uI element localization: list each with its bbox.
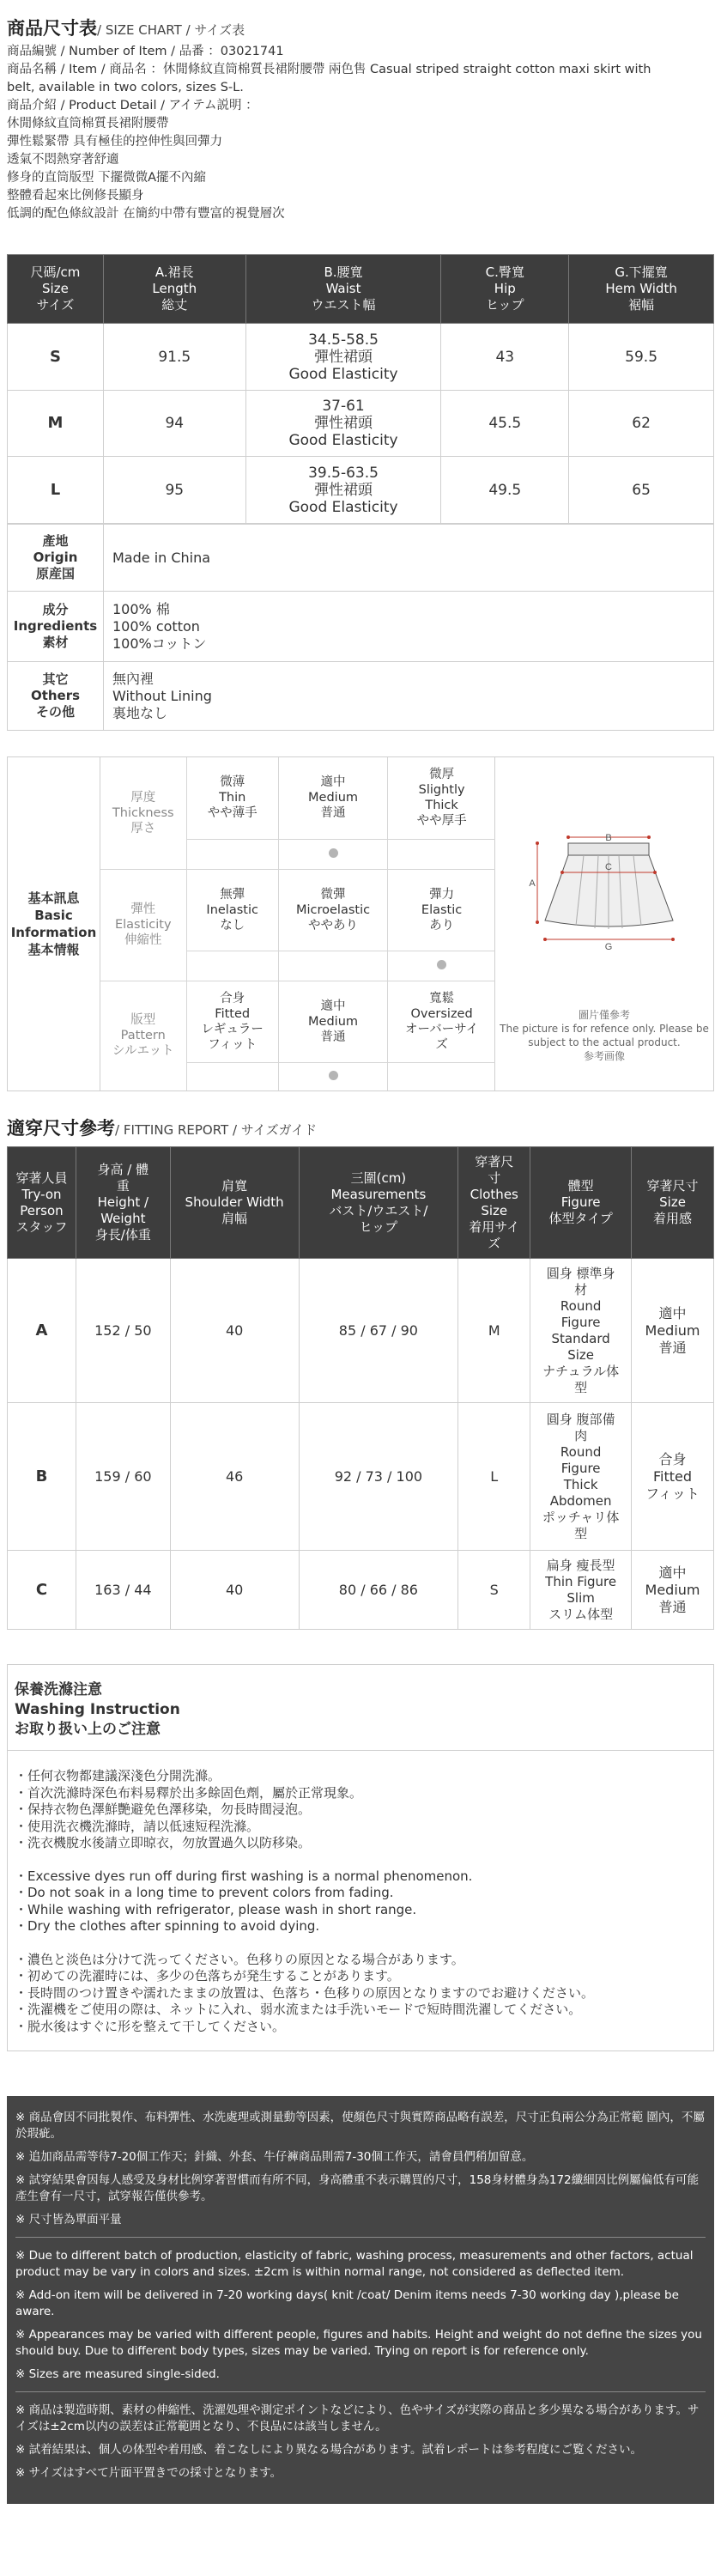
option-mark-cell	[388, 951, 495, 981]
hip-cell: 49.5	[441, 457, 569, 524]
col-figure: 體型 Figure 体型タイプ	[530, 1147, 632, 1259]
care-line: ・While washing with refrigerator, please wash in short range.	[15, 1901, 417, 1917]
care-line: ・洗衣機脫水後請立即晾衣，勿放置過久以防移染。	[15, 1835, 312, 1850]
note-line: ※ サイズはすべて片面平置きでの採寸となります。	[15, 2466, 282, 2480]
option-mark-cell	[388, 1062, 495, 1091]
item-name: 商品名稱 / Item / 商品名 ：休閒條紋直筒棉質長裙附腰帶 兩色售 Casual striped straight cotton maxi skirt with	[7, 63, 651, 76]
thickness-label: 厚度 Thickness 厚さ	[100, 757, 186, 869]
hip-cell: 45.5	[441, 391, 569, 457]
fit-cell: 適中 Medium 普通	[632, 1259, 714, 1403]
origin-value: Made in China	[104, 525, 714, 592]
others-label: 其它 Others その他	[8, 662, 104, 731]
care-line: ・使用洗衣機洗滌時，請以低速短程洗滌。	[15, 1818, 260, 1834]
length-cell: 95	[103, 457, 245, 524]
option-mark-cell	[278, 951, 387, 981]
detail-line: 低調的配色條紋設計 在簡約中帶有豐富的視覺層次	[7, 207, 285, 221]
table-row	[8, 1551, 714, 1630]
size-cell: L	[458, 1403, 530, 1551]
table-row	[8, 324, 714, 391]
detail-label: 商品介紹 / Product Detail / アイテム説明 ：	[7, 99, 258, 112]
info-row	[8, 592, 714, 662]
pattern-option: 寬鬆 Oversized オーバーサイ ズ	[388, 981, 495, 1062]
hw-cell: 163 / 44	[76, 1551, 170, 1630]
fitting-title: 適穿尺寸參考/ FITTING REPORT / サイズガイド	[7, 1118, 318, 1139]
skirt-diagram-area	[495, 757, 713, 1091]
selected-dot-icon	[437, 960, 446, 969]
option-mark-cell	[186, 951, 278, 981]
care-line: ・初めての洗濯時には、多少の色落ちが発生することがあります。	[15, 1968, 400, 1984]
care-line: ・Dry the clothes after spinning to avoid dying.	[15, 1918, 320, 1934]
care-line: ・Excessive dyes run off during first washing is a normal phenomenon.	[15, 1868, 473, 1884]
product-lines	[7, 43, 714, 223]
table-row	[8, 457, 714, 524]
care-line: ・Do not soak in a long time to prevent colors from fading.	[15, 1885, 394, 1900]
thickness-option: 適中 Medium 普通	[278, 757, 387, 839]
detail-line: 修身的直筒版型 下擺微微A擺不內縮	[7, 171, 207, 185]
care-line: ・首次洗滌時深色布料易釋於出多餘固色劑，屬於正常現象。	[15, 1784, 363, 1801]
thickness-option: 微厚 Slightly Thick やや厚手	[388, 757, 495, 839]
basic-info-grid	[100, 757, 495, 1091]
care-line: ・濃色と淡色は分けて洗ってください。色移りの原因となる場合があります。	[15, 1951, 464, 1967]
note-line: ※ Due to different batch of production, elasticity of fabric, washing process, measurements and other factors, actual product may be vary in colors and sizes. ±2cm is within normal range, not considered as deflected item.	[15, 2249, 694, 2279]
col-person: 穿著人員 Try-on Person スタッフ	[8, 1147, 76, 1259]
thickness-option: 微薄 Thin やや薄手	[186, 757, 278, 839]
note-line: ※ 商品會因不同批製作、布料彈性、水洗處理或測量動等因素，使顏色尺寸與實際商品略有誤差，尺寸正負兩公分為正常範 圍內，不屬於瑕疵。	[15, 2111, 705, 2141]
skirt-diagram	[495, 757, 713, 1006]
meas-cell: 92 / 73 / 100	[299, 1403, 458, 1551]
meas-cell: 85 / 67 / 90	[299, 1259, 458, 1403]
header-block	[7, 15, 714, 254]
diagram-label-c: C	[605, 862, 612, 872]
product-info-table	[7, 524, 714, 731]
elasticity-label: 彈性 Elasticity 伸縮性	[100, 869, 186, 981]
care-line: ・任何衣物都建議深淺色分開洗滌。	[15, 1768, 221, 1783]
care-line: ・脱水後はすぐに形を整えて干してください。	[15, 2018, 286, 2034]
figure-cell: 扁身 瘦長型 Thin Figure Slim スリム体型	[530, 1551, 632, 1630]
note-line: ※ 試穿結果會因每人感受及身材比例穿著習慣而有所不同，身高體重不表示購買的尺寸，158身材體身為172纖細因比例屬偏低有可能產生會有一尺寸，試穿報告僅供參考。	[15, 2173, 700, 2203]
col-length: A.裙長 Length 総丈	[103, 255, 245, 324]
col-waist: B.腰寬 Waist ウエスト幅	[245, 255, 441, 324]
fit-cell: 適中 Medium 普通	[632, 1551, 714, 1630]
shoulder-cell: 40	[170, 1551, 299, 1630]
waist-cell: 34.5-58.5 彈性裙頭 Good Elasticity	[245, 324, 441, 391]
size-cell: S	[8, 324, 104, 391]
page-title: 商品尺寸表/ SIZE CHART / サイズ表	[7, 18, 245, 39]
care-panel	[7, 1664, 714, 2051]
person-cell: B	[8, 1403, 76, 1551]
info-row	[8, 525, 714, 592]
waist-cell: 39.5-63.5 彈性裙頭 Good Elasticity	[245, 457, 441, 524]
detail-line: 透氣不悶熱穿著舒適	[7, 153, 119, 167]
note-line: ※ 商品は製造時期、素材の伸縮性、洗濯処理や測定ポイントなどにより、色やサイズが実際の商品と多少異なる場合があります。サイズは±2cm以内の誤差は正常範囲となり、不良品には該当しません。	[15, 2403, 700, 2433]
note-line: ※ Appearances may be varied with different people, figures and habits. Height and weight do not define the sizes you should buy. Due to different body types, sizes may be varied. Trying on report is for reference only.	[15, 2328, 702, 2358]
pattern-option: 合身 Fitted レギュラー フィット	[186, 981, 278, 1062]
selected-dot-icon	[329, 848, 338, 858]
origin-label: 產地 Origin 原産国	[8, 525, 104, 592]
hem-cell: 59.5	[569, 324, 714, 391]
size-cell: S	[458, 1551, 530, 1630]
detail-line: 休閒條紋直筒棉質長裙附腰帶	[7, 117, 169, 131]
option-mark-cell	[186, 1062, 278, 1091]
hem-cell: 65	[569, 457, 714, 524]
hw-cell: 152 / 50	[76, 1259, 170, 1403]
col-clothes-size: 穿著尺 寸 Clothes Size 着用サイ ズ	[458, 1147, 530, 1259]
care-body	[8, 1751, 713, 2050]
option-mark-cell	[186, 839, 278, 869]
col-hem: G.下擺寬 Hem Width 裾幅	[569, 255, 714, 324]
meas-cell: 80 / 66 / 86	[299, 1551, 458, 1630]
diagram-label-g: G	[604, 942, 613, 952]
info-row	[8, 662, 714, 731]
diagram-label-b: B	[605, 833, 612, 843]
diagram-caption: 圖片僅參考 The picture is for refence only. Please be subject to the actual product. 参考画像	[500, 1009, 709, 1062]
note-line: ※ 追加商品需等待7-20個工作天；針織、外套、牛仔褲商品則需7-30個工作天，請會員們稍加留意。	[15, 2150, 534, 2164]
waist-cell: 37-61 彈性裙頭 Good Elasticity	[245, 391, 441, 457]
ingredients-label: 成分 Ingredients 素材	[8, 592, 104, 662]
ingredients-value: 100% 棉 100% cotton 100%コットン	[104, 592, 714, 662]
shoulder-cell: 46	[170, 1403, 299, 1551]
detail-line: 彈性鬆緊帶 具有極佳的控伸性與回彈力	[7, 135, 223, 149]
col-measurements: 三圍(cm) Measurements バスト/ウエスト/ ヒップ	[299, 1147, 458, 1259]
col-fit: 穿著尺寸 Size 着用感	[632, 1147, 714, 1259]
table-row	[8, 391, 714, 457]
option-mark-cell	[278, 839, 387, 869]
pattern-label: 版型 Pattern シルエット	[100, 981, 186, 1091]
option-mark-cell	[278, 1062, 387, 1091]
basic-info-label: 基本訊息 Basic Information 基本情報	[8, 757, 100, 1091]
detail-line: 整體看起來比例修長顯身	[7, 189, 144, 203]
size-cell: M	[458, 1259, 530, 1403]
selected-dot-icon	[329, 1071, 338, 1080]
hw-cell: 159 / 60	[76, 1403, 170, 1551]
care-line: ・長時間のつけ置きや濡れたままの放置は、色落ち・色移りの原因となりますのでお避けください。	[15, 1984, 595, 2001]
option-mark-cell	[388, 839, 495, 869]
basic-info-panel	[7, 756, 714, 1091]
size-cell: L	[8, 457, 104, 524]
col-shoulder: 肩寬 Shoulder Width 肩幅	[170, 1147, 299, 1259]
item-name-cont: belt, available in two colors, sizes S-L.	[7, 81, 244, 94]
person-cell: A	[8, 1259, 76, 1403]
care-line: ・洗濯機をご使用の際は、ネットに入れ、弱水流または手洗いモードで短時間洗濯してください。	[15, 2002, 582, 2017]
col-size: 尺碼/cm Size サイズ	[8, 255, 104, 324]
length-cell: 94	[103, 391, 245, 457]
note-line: ※ 尺寸皆為單面平量	[15, 2213, 122, 2227]
shoulder-cell: 40	[170, 1259, 299, 1403]
pattern-option: 適中 Medium 普通	[278, 981, 387, 1062]
person-cell: C	[8, 1551, 76, 1630]
hem-cell: 62	[569, 391, 714, 457]
size-table	[7, 254, 714, 524]
hip-cell: 43	[441, 324, 569, 391]
col-hip: C.臀寬 Hip ヒップ	[441, 255, 569, 324]
figure-cell: 圓身 標準身 材 Round Figure Standard Size ナチュラル体 型	[530, 1259, 632, 1403]
diagram-label-a: A	[529, 878, 536, 889]
length-cell: 91.5	[103, 324, 245, 391]
item-number: 商品編號 / Number of Item / 品番 ：03021741	[7, 45, 284, 58]
elasticity-option: 彈力 Elastic あり	[388, 869, 495, 951]
fitting-table	[7, 1146, 714, 1630]
care-title: 保養洗滌注意 Washing Instruction お取り扱い上のご注意	[8, 1665, 713, 1751]
others-value: 無內裡 Without Lining 裏地なし	[104, 662, 714, 731]
note-line: ※ Sizes are measured single-sided.	[15, 2367, 220, 2381]
note-line: ※ 試着結果は、個人の体型や着用感、着こなしにより異なる場合があります。試着レポートは参考程度にご覧ください。	[15, 2443, 643, 2457]
elasticity-option: 微彈 Microelastic ややあり	[278, 869, 387, 951]
table-row	[8, 1403, 714, 1551]
notes-panel	[7, 2096, 714, 2504]
figure-cell: 圓身 腹部備 肉 Round Figure Thick Abdomen ポッチャリ体 型	[530, 1403, 632, 1551]
care-line: ・保持衣物色澤鮮艷避免色澤移染，勿長時間浸泡。	[15, 1801, 312, 1817]
col-height-weight: 身高 / 體 重 Height / Weight 身長/体重	[76, 1147, 170, 1259]
fit-cell: 合身 Fitted フィット	[632, 1403, 714, 1551]
note-line: ※ Add-on item will be delivered in 7-20 working days( knit /coat/ Denim items needs 7-30 working day ),please be aware.	[15, 2288, 679, 2318]
table-row	[8, 1259, 714, 1403]
size-cell: M	[8, 391, 104, 457]
elasticity-option: 無彈 Inelastic なし	[186, 869, 278, 951]
